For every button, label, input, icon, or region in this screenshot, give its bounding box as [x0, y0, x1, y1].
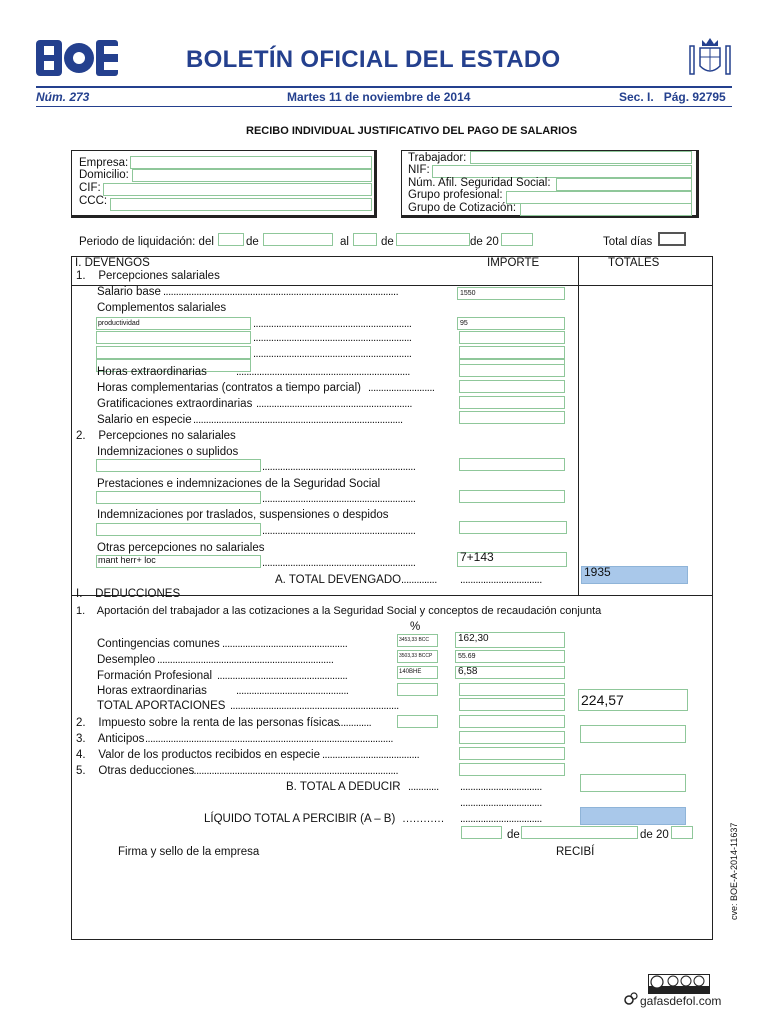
creative-commons-icon	[648, 974, 710, 994]
liquido-date-year[interactable]	[671, 826, 693, 839]
prestaciones-label: Prestaciones e indemnizaciones de la Seguridad Social	[97, 478, 381, 490]
anticipos-label: 3. Anticipos	[76, 733, 145, 745]
otras-percepciones-amount-value: 7+143	[460, 550, 494, 564]
domicilio-field[interactable]	[132, 169, 372, 182]
cif-field[interactable]	[103, 183, 372, 196]
cve-code: cve: BOE-A-2014-11637	[729, 822, 739, 920]
formacion-label: Formación Profesional	[97, 670, 213, 682]
total-deducir-label: B. TOTAL A DEDUCIR	[286, 781, 401, 793]
afil-field[interactable]	[556, 178, 692, 191]
ccc-label: CCC:	[79, 195, 108, 207]
complemento-2-amount[interactable]	[459, 331, 565, 344]
issue-date: Martes 11 de noviembre de 2014	[287, 90, 471, 104]
salario-base-value: 1550	[460, 290, 476, 297]
boe-logo	[36, 40, 118, 76]
gratificaciones-label: Gratificaciones extraordinarias	[97, 398, 253, 410]
periodo-label: Periodo de liquidación: del	[79, 236, 214, 248]
period-month-to[interactable]	[396, 233, 470, 246]
horas-extra-label: Horas extraordinarias	[97, 366, 207, 378]
prestaciones-name[interactable]	[96, 491, 261, 504]
period-de1: de	[246, 236, 259, 248]
percepciones-no-salariales-heading: 2. Percepciones no salariales	[76, 430, 236, 442]
especie-field[interactable]	[459, 411, 565, 424]
recibi-label: RECIBÍ	[556, 846, 595, 858]
period-de2: de	[381, 236, 394, 248]
liquido-de: de	[507, 829, 520, 841]
period-day-to[interactable]	[353, 233, 377, 246]
section-page: Sec. I. Pág. 92795	[619, 90, 726, 104]
document-title: RECIBO INDIVIDUAL JUSTIFICATIVO DEL PAGO DE SALARIOS	[246, 125, 578, 137]
total-devengado-value: 1935	[584, 565, 611, 579]
domicilio-label: Domicilio:	[79, 169, 129, 181]
indem-traslados-label: Indemnizaciones por traslados, suspensiones o despidos	[97, 509, 389, 521]
desempleo-label: Desempleo	[97, 654, 156, 666]
liquido-date-month[interactable]	[521, 826, 638, 839]
otras-percepciones-label: Otras percepciones no salariales	[97, 542, 265, 554]
total-aportaciones-value: 224,57	[581, 692, 624, 708]
formacion-pct-value: 140BHE	[399, 669, 422, 675]
complemento-3-amount[interactable]	[459, 346, 565, 359]
total-dias-label: Total días	[603, 236, 653, 248]
horas-extra-ded-pct[interactable]	[397, 683, 438, 696]
complemento-1-amount-value: 95	[460, 320, 468, 327]
trabajador-label: Trabajador:	[408, 152, 467, 164]
period-month-from[interactable]	[263, 233, 333, 246]
total-aportaciones-label: TOTAL APORTACIONES	[97, 700, 226, 712]
totales-header: TOTALES	[608, 257, 660, 269]
indem-suplidos-amount[interactable]	[459, 458, 565, 471]
period-year-field[interactable]	[501, 233, 533, 246]
irpf-label: 2. Impuesto sobre la renta de las personas físicas	[76, 717, 340, 729]
indem-suplidos-label: Indemnizaciones o suplidos	[97, 446, 239, 458]
period-year-label: de 20	[470, 236, 499, 248]
afil-label: Núm. Afil. Seguridad Social:	[408, 177, 551, 189]
especie-ded-label: 4. Valor de los productos recibidos en especie	[76, 749, 320, 761]
issue-number: Núm. 273	[36, 90, 90, 104]
otras-deducciones-label: 5. Otras deducciones	[76, 765, 195, 777]
total-aportaciones-amount[interactable]	[459, 698, 565, 711]
trabajador-field[interactable]	[470, 151, 692, 164]
horas-extra-ded-label: Horas extraordinarias	[97, 685, 207, 697]
cotizacion-label: Grupo de Cotización:	[408, 202, 517, 214]
total-devengado-label: A. TOTAL DEVENGADO	[275, 574, 402, 586]
watermark-icon	[624, 992, 638, 1006]
empresa-field[interactable]	[130, 156, 372, 169]
irpf-pct[interactable]	[397, 715, 438, 728]
liquido-de20: de 20	[640, 829, 669, 841]
otras-deducciones-amount[interactable]	[459, 763, 565, 776]
total-deducir-field[interactable]	[580, 774, 686, 792]
empresa-label: Empresa:	[79, 157, 129, 169]
complemento-1-name-value: productividad	[98, 320, 140, 327]
anticipos-amount[interactable]	[459, 731, 565, 744]
complemento-2-name[interactable]	[96, 331, 251, 344]
percepciones-salariales-heading: 1. Percepciones salariales	[76, 270, 220, 282]
otras-percepciones-name-value: mant herr+ loc	[98, 555, 156, 565]
grupo-label: Grupo profesional:	[408, 189, 503, 201]
formacion-amount-value: 6,58	[458, 666, 478, 677]
horas-extra-field[interactable]	[459, 364, 565, 377]
indem-traslados-amount[interactable]	[459, 521, 567, 534]
cotizacion-field[interactable]	[520, 203, 692, 216]
devengos-header: I. DEVENGOS	[75, 257, 150, 269]
nif-label: NIF:	[408, 164, 430, 176]
especie-label: Salario en especie	[97, 414, 192, 426]
desempleo-amount-value: 55.69	[458, 653, 476, 660]
complemento-1-amount[interactable]	[457, 317, 565, 330]
ccc-field[interactable]	[110, 198, 372, 211]
cif-label: CIF:	[79, 182, 101, 194]
coat-of-arms-icon	[688, 36, 732, 80]
percent-header: %	[410, 621, 421, 633]
firma-label: Firma y sello de la empresa	[118, 846, 260, 858]
prestaciones-amount[interactable]	[459, 490, 565, 503]
contingencias-amount-value: 162,30	[458, 633, 489, 644]
horas-extra-ded-amount[interactable]	[459, 683, 565, 696]
liquido-date-day[interactable]	[461, 826, 502, 839]
horas-comp-label: Horas complementarias (contratos a tiempo parcial)	[97, 382, 361, 394]
indem-traslados-name[interactable]	[96, 523, 261, 536]
total-dias-field[interactable]	[658, 232, 686, 246]
page-title: BOLETÍN OFICIAL DEL ESTADO	[186, 46, 561, 73]
desempleo-pct-value: 3503,33 BCCP	[399, 653, 433, 659]
salario-base-label: Salario base	[97, 286, 161, 298]
watermark-text: gafasdefol.com	[640, 994, 722, 1008]
deducciones-total-field-1[interactable]	[580, 725, 686, 743]
period-al: al	[340, 236, 349, 248]
complementos-label: Complementos salariales	[97, 302, 227, 314]
contingencias-pct-value: 3453,33 BCC	[399, 637, 430, 643]
liquido-label: LÍQUIDO TOTAL A PERCIBIR (A – B)	[204, 813, 396, 825]
contingencias-label: Contingencias comunes	[97, 638, 220, 650]
horas-comp-field[interactable]	[459, 380, 565, 393]
gratificaciones-field[interactable]	[459, 396, 565, 409]
irpf-amount[interactable]	[459, 715, 565, 728]
importe-header: IMPORTE	[487, 257, 540, 269]
liquido-field[interactable]	[580, 807, 686, 825]
especie-ded-amount[interactable]	[459, 747, 565, 760]
complemento-3-name[interactable]	[96, 346, 251, 359]
aportacion-heading: 1. Aportación del trabajador a las cotizaciones a la Seguridad Social y conceptos de recaudación conjunta	[76, 605, 602, 617]
deducciones-heading: I. DEDUCCIONES	[76, 588, 181, 600]
indem-suplidos-name[interactable]	[96, 459, 261, 472]
period-day-from[interactable]	[218, 233, 244, 246]
